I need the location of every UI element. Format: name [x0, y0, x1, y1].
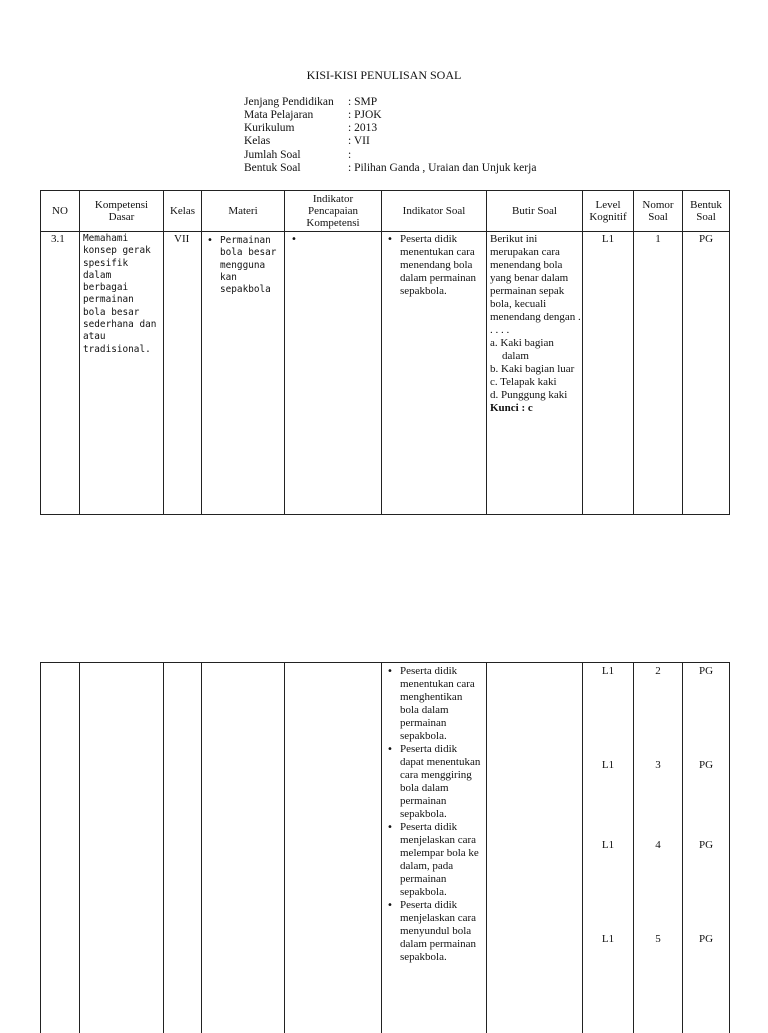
meta-value: : 2013 [348, 122, 378, 134]
meta-label: Jenjang Pendidikan [244, 96, 334, 108]
answer-key: Kunci : c [490, 402, 533, 414]
list-item: • Peserta didik menentukan cara menendang bola dalam permainan sepakbola. [400, 233, 482, 298]
header-bentuk-soal: Bentuk Soal [690, 199, 722, 223]
header-level-kognitif: Level Kognitif [589, 199, 627, 223]
list-item: • Peserta didik dapat menentukan cara menggiring bola dalam permainan sepakbola. [400, 743, 482, 821]
column-divider [201, 191, 202, 514]
document-title: KISI-KISI PENULISAN SOAL [306, 68, 462, 82]
meta-label: Bentuk Soal [244, 162, 301, 174]
header-divider [41, 231, 729, 232]
cell-level-kognitif: L1 [601, 233, 615, 245]
column-divider [284, 663, 285, 1033]
list-item: • Peserta didik menjelaskan cara menyundul bola dalam permainan sepakbola. [400, 899, 482, 964]
meta-value: : PJOK [348, 109, 382, 121]
cell-level-kognitif: L1 [601, 933, 615, 945]
cell-nomor-soal: 2 [655, 665, 661, 677]
cell-bentuk-soal: PG [698, 839, 714, 851]
cell-nomor-soal: 3 [655, 759, 661, 771]
meta-value: : [348, 149, 352, 161]
meta-value: : VII [348, 135, 370, 147]
meta-label: Jumlah Soal [244, 149, 301, 161]
cell-level-kognitif: L1 [601, 665, 615, 677]
header-butir-soal: Butir Soal [512, 205, 557, 217]
list-item: • Peserta didik menjelaskan cara melempar bola ke dalam, pada permainan sepakbola. [400, 821, 482, 899]
column-divider [201, 663, 202, 1033]
meta-label: Mata Pelajaran [244, 109, 314, 121]
cell-no: 3.1 [51, 233, 65, 245]
cell-nomor-soal: 5 [655, 933, 661, 945]
column-divider [79, 191, 80, 514]
column-divider [486, 191, 487, 514]
header-indikator-pencapaian: Indikator Pencapaian Kompetensi [306, 193, 360, 229]
cell-materi [204, 235, 282, 296]
answer-option: a. Kaki bagian dalam [490, 337, 554, 362]
cell-bentuk-soal: PG [698, 233, 714, 245]
kisi-kisi-table-continued [40, 662, 730, 1033]
column-divider [284, 191, 285, 514]
column-divider [163, 191, 164, 514]
meta-value: : SMP [348, 96, 378, 108]
column-divider [381, 663, 382, 1033]
header-nomor-soal: Nomor Soal [642, 199, 674, 223]
answer-option: b. Kaki bagian luar [490, 363, 575, 375]
cell-nomor-soal: 1 [655, 233, 661, 245]
answer-option: c. Telapak kaki [490, 376, 557, 388]
column-divider [79, 663, 80, 1033]
cell-butir-soal [490, 233, 581, 415]
cell-kompetensi-dasar: Memahami konsep gerak spesifik dalam berbagai permainan bola besar sederhana dan atau tradisional. [83, 233, 157, 355]
cell-bentuk-soal: PG [698, 759, 714, 771]
column-divider [486, 663, 487, 1033]
cell-level-kognitif: L1 [601, 759, 615, 771]
header-kompetensi-dasar: Kompetensi Dasar [94, 199, 149, 223]
question-stem: Berikut ini merupakan cara menendang bola yang benar dalam permainan sepak bola, kecuali menendang dengan . . . . . [490, 233, 581, 336]
cell-indikator-soal [384, 233, 482, 298]
cell-kelas: VII [174, 233, 190, 245]
header-kelas: Kelas [169, 205, 196, 217]
meta-label: Kurikulum [244, 122, 295, 134]
meta-value: : Pilihan Ganda , Uraian dan Unjuk kerja [348, 162, 537, 174]
cell-bentuk-soal: PG [698, 665, 714, 677]
cell-indikator-soal [384, 665, 482, 964]
cell-nomor-soal: 4 [655, 839, 661, 851]
kisi-kisi-table [40, 190, 730, 515]
list-item: • Peserta didik menentukan cara menghentikan bola dalam permainan sepakbola. [400, 665, 482, 743]
list-item: • Permainan bola besar mengguna kan sepakbola [220, 235, 282, 296]
column-divider [163, 663, 164, 1033]
answer-option: d. Punggung kaki [490, 389, 568, 401]
cell-level-kognitif: L1 [601, 839, 615, 851]
column-divider [381, 191, 382, 514]
header-indikator-soal: Indikator Soal [402, 205, 466, 217]
header-materi: Materi [228, 205, 258, 217]
meta-label: Kelas [244, 135, 271, 147]
header-no: NO [52, 205, 68, 217]
cell-bentuk-soal: PG [698, 933, 714, 945]
